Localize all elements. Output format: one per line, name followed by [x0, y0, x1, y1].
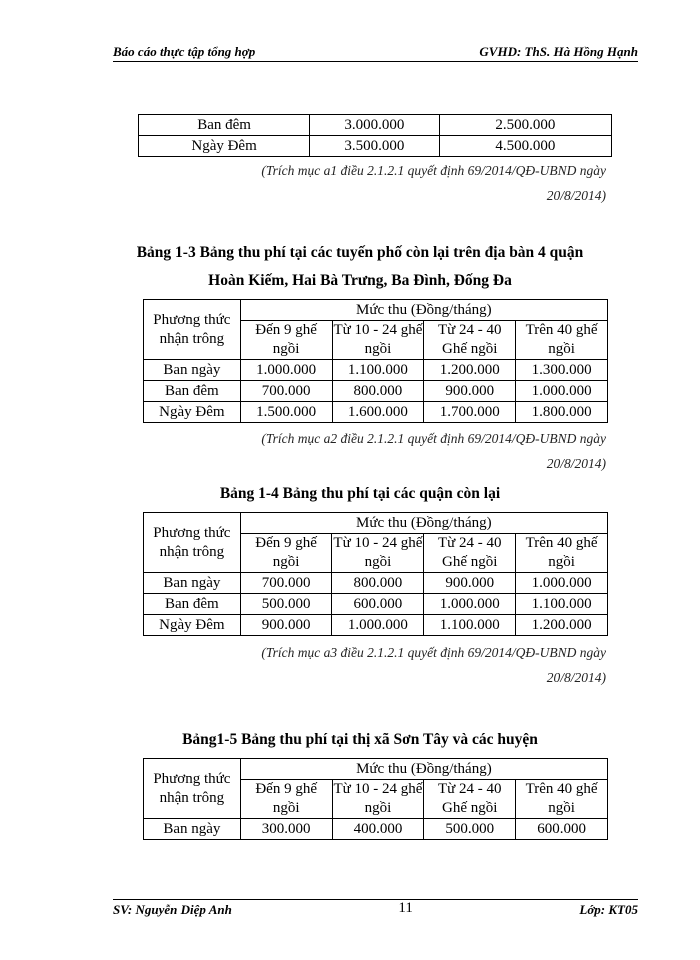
fee-table-continued	[138, 114, 612, 157]
table-row	[144, 573, 608, 594]
table-cell: 900.000	[424, 381, 516, 402]
table-row	[144, 615, 608, 636]
table-cell: 3.000.000	[310, 115, 440, 136]
table-cell: Ban ngày	[144, 819, 241, 840]
table-cell: 500.000	[424, 819, 516, 840]
table-cell: Ban đêm	[139, 115, 310, 136]
table-cell: 600.000	[516, 819, 608, 840]
column-header: Đến 9 ghế ngồi	[240, 534, 332, 573]
table-cell: 800.000	[332, 573, 424, 594]
table-cell: 1.000.000	[516, 573, 608, 594]
table-cell: 700.000	[240, 381, 332, 402]
fee-table-son-tay	[143, 758, 608, 840]
caption-line: Hoàn Kiếm, Hai Bà Trưng, Ba Đình, Đống Đa	[208, 272, 512, 289]
source-note-line: (Trích mục a3 điều 2.1.2.1 quyết định 69/2014/QĐ-UBND ngày	[261, 645, 606, 660]
source-note	[120, 640, 606, 690]
column-header: Đến 9 ghế ngồi	[240, 321, 332, 360]
caption-line: Bảng1-5 Bảng thu phí tại thị xã Sơn Tây và các huyện	[182, 731, 538, 748]
table-cell: 400.000	[332, 819, 424, 840]
column-header: Trên 40 ghế ngồi	[516, 780, 608, 819]
table-row	[144, 819, 608, 840]
table-cell: 1.200.000	[424, 360, 516, 381]
column-header: Trên 40 ghế ngồi	[516, 321, 608, 360]
table-cell: 1.000.000	[516, 381, 608, 402]
page-footer	[113, 899, 638, 922]
table-cell: 700.000	[240, 573, 332, 594]
table-cell: 1.100.000	[516, 594, 608, 615]
source-note-line: (Trích mục a1 điều 2.1.2.1 quyết định 69/2014/QĐ-UBND ngày	[261, 163, 606, 178]
fee-group-header: Mức thu (Đồng/tháng)	[240, 300, 607, 321]
table-cell: 300.000	[240, 819, 332, 840]
column-header: Từ 24 - 40 Ghế ngồi	[424, 534, 516, 573]
method-header: Phương thức nhận trông	[144, 300, 241, 360]
column-header: Trên 40 ghế ngồi	[516, 534, 608, 573]
table-header-row	[144, 759, 608, 780]
fee-group-header: Mức thu (Đồng/tháng)	[240, 759, 607, 780]
table-row	[139, 115, 612, 136]
source-note-line: (Trích mục a2 điều 2.1.2.1 quyết định 69/2014/QĐ-UBND ngày	[261, 431, 606, 446]
column-header: Từ 24 - 40 Ghế ngồi	[424, 321, 516, 360]
table-cell: 1.600.000	[332, 402, 424, 423]
table-cell: Ban đêm	[144, 381, 241, 402]
source-note-line: 20/8/2014)	[546, 456, 606, 471]
supervisor-name: GVHD: ThS. Hà Hồng Hạnh	[479, 44, 638, 59]
table-cell: 2.500.000	[439, 115, 611, 136]
table-cell: 800.000	[332, 381, 424, 402]
table-cell: 4.500.000	[439, 136, 611, 157]
table-cell: 1.200.000	[516, 615, 608, 636]
source-note	[120, 426, 606, 476]
table-cell: 1.100.000	[332, 360, 424, 381]
table-cell: Ban ngày	[144, 360, 241, 381]
table-cell: Ngày Đêm	[144, 615, 241, 636]
page-header	[113, 40, 638, 62]
table-cell: 1.800.000	[516, 402, 608, 423]
column-header: Từ 24 - 40 Ghế ngồi	[424, 780, 516, 819]
page-number: 11	[398, 900, 413, 916]
table-cell: Ngày Đêm	[139, 136, 310, 157]
table-cell: Ban ngày	[144, 573, 241, 594]
table-row	[144, 594, 608, 615]
student-name: SV: Nguyễn Diệp Anh	[113, 902, 232, 917]
column-header: Từ 10 - 24 ghế ngồi	[332, 534, 424, 573]
class-code: Lớp: KT05	[579, 902, 638, 917]
table-row	[139, 136, 612, 157]
source-note	[120, 158, 606, 208]
report-title: Báo cáo thực tập tổng hợp	[113, 44, 256, 59]
column-header: Từ 10 - 24 ghế ngồi	[332, 780, 424, 819]
source-note-line: 20/8/2014)	[546, 188, 606, 203]
table-cell: Ban đêm	[144, 594, 241, 615]
column-header: Đến 9 ghế ngồi	[240, 780, 332, 819]
table-row	[144, 402, 608, 423]
table-row	[144, 360, 608, 381]
table-cell: 1.300.000	[516, 360, 608, 381]
fee-table-4-districts	[143, 299, 608, 423]
source-note-line: 20/8/2014)	[546, 670, 606, 685]
table-header-row	[144, 300, 608, 321]
fee-group-header: Mức thu (Đồng/tháng)	[240, 513, 607, 534]
method-header: Phương thức nhận trông	[144, 513, 241, 573]
table-cell: 600.000	[332, 594, 424, 615]
table-cell: 900.000	[424, 573, 516, 594]
table-caption	[100, 480, 620, 508]
caption-line: Bảng 1-3 Bảng thu phí tại các tuyến phố còn lại trên địa bàn 4 quận	[136, 244, 584, 261]
table-cell: 1.000.000	[332, 615, 424, 636]
table-cell: 1.500.000	[240, 402, 332, 423]
column-header: Từ 10 - 24 ghế ngồi	[332, 321, 424, 360]
table-header-row	[144, 513, 608, 534]
table-cell: 1.700.000	[424, 402, 516, 423]
table-cell: 900.000	[240, 615, 332, 636]
caption-line: Bảng 1-4 Bảng thu phí tại các quận còn lại	[219, 485, 501, 502]
table-cell: 1.100.000	[424, 615, 516, 636]
table-cell: 1.000.000	[240, 360, 332, 381]
fee-table-other-districts	[143, 512, 608, 636]
table-cell: 3.500.000	[310, 136, 440, 157]
method-header: Phương thức nhận trông	[144, 759, 241, 819]
table-cell: 500.000	[240, 594, 332, 615]
table-caption	[100, 726, 620, 754]
table-caption	[100, 239, 620, 295]
table-row	[144, 381, 608, 402]
table-cell: Ngày Đêm	[144, 402, 241, 423]
table-cell: 1.000.000	[424, 594, 516, 615]
